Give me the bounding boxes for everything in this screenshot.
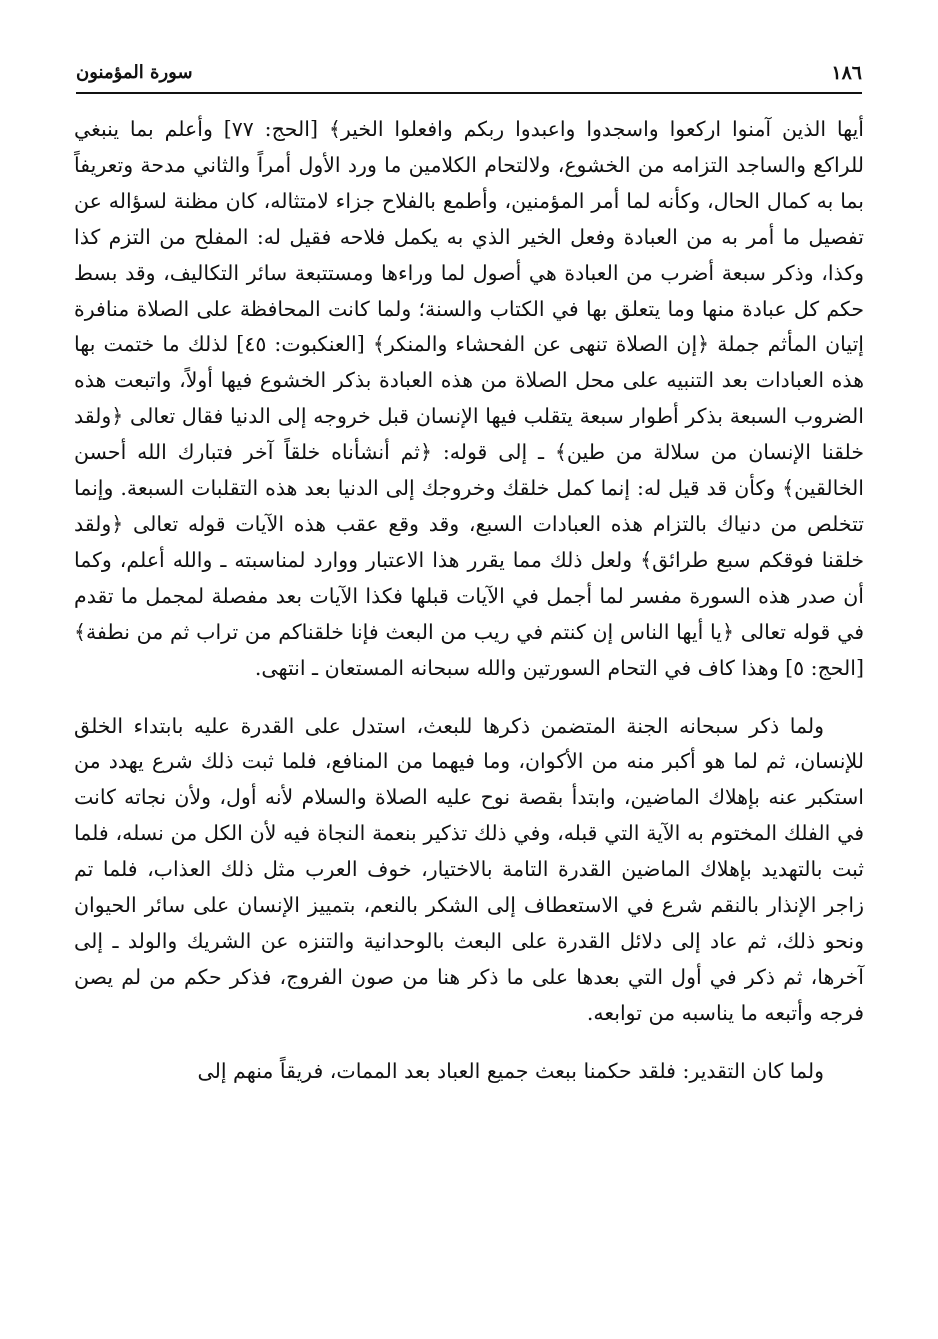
page-body	[74, 112, 864, 1090]
page-number: ١٨٦	[831, 62, 862, 84]
page-header	[76, 58, 862, 94]
running-title: سورة المؤمنون	[76, 62, 193, 83]
paragraph-1: أيها الذين آمنوا اركعوا واسجدوا واعبدوا ربكم وافعلوا الخير﴾ [الحج: ٧٧] وأعلم بما ينبغي للراكع والساجد التزامه من الخشوع، ولالتحام الكلامين ما ورد الأول أمراً والثاني مدحة وتعريفاً بما به كمال الحال، وكأنه لما أمر المؤمنين، وأطمع بالفلاح جزاء لامتثاله، كان مظنة لسؤاله عن تفصيل ما أمر به من العبادة وفعل الخير الذي به يكمل فلاحه فقيل له: المفلح من التزم كذا وكذا، وذكر سبعة أضرب من العبادة هي أصول لما وراءها ومستتبعة سائر التكاليف، وقد بسط حكم كل عبادة منها وما يتعلق بها في الكتاب والسنة؛ ولما كانت المحافظة على الصلاة منافرة إتيان المأثم جملة ﴿إن الصلاة تنهى عن الفحشاء والمنكر﴾ [العنكبوت: ٤٥] لذلك ما ختمت بها هذه العبادات بعد التنبيه على محل الصلاة من هذه العبادة بذكر الخشوع فيها أولاً، واتبعت هذه الضروب السبعة بذكر أطوار سبعة يتقلب فيها الإنسان قبل خروجه إلى الدنيا فقال تعالى ﴿ولقد خلقنا الإنسان من سلالة من طين﴾ ـ إلى قوله: ﴿ثم أنشأناه خلقاً آخر فتبارك الله أحسن الخالقين﴾ وكأن قد قيل له: إنما كمل خلقك وخروجك إلى الدنيا بعد هذه التقلبات السبعة. وإنما تتخلص من دنياك بالتزام هذه العبادات السبع، وقد وقع عقب هذه الآيات قوله تعالى ﴿ولقد خلقنا فوقكم سبع طرائق﴾ ولعل ذلك مما يقرر هذا الاعتبار ووارد لمناسبته ـ والله أعلم، وكما أن صدر هذه السورة مفسر لما أجمل في الآيات قبلها فكذا الآيات بعد مفصلة لمجمل ما تقدم في قوله تعالى ﴿يا أيها الناس إن كنتم في ريب من البعث فإنا خلقناكم من تراب ثم من نطفة﴾ [الحج: ٥] وهذا كاف في التحام السورتين والله سبحانه المستعان ـ انتهى.	[74, 117, 864, 680]
paragraph-3: ولما كان التقدير: فلقد حكمنا ببعث جميع العباد بعد الممات، فريقاً منهم إلى	[197, 1058, 824, 1083]
paragraph-2: ولما ذكر سبحانه الجنة المتضمن ذكرها للبعث، استدل على القدرة عليه بابتداء الخلق للإنسان، ثم لما هو أكبر منه من الأكوان، وما فيهما من المنافع، فلما ثبت ذلك شرع يهدد من استكبر عنه بإهلاك الماضين، وابتدأ بقصة نوح عليه الصلاة والسلام لأنه أول، ولأن نجاته كانت في الفلك المختوم به الآية التي قبله، وفي ذلك تذكير بنعمة النجاة فيه لأن الكل من نسله، فلما ثبت بالتهديد بإهلاك الماضين القدرة التامة بالاختيار، خوف العرب مثل ذلك العذاب، فلما تم زاجر الإنذار بالنقم شرع في الاستعطاف إلى الشكر بالنعم، بتمييز الإنسان على سائر الحيوان ونحو ذلك، ثم عاد إلى دلائل القدرة على البعث بالوحدانية والتنزه عن الشريك والولد ـ إلى آخرها، ثم ذكر في أول التي بعدها على ما ذكر هنا من صون الفروج، فذكر حكم من لم يصن فرجه وأتبعه ما يناسبه من توابعه.	[74, 713, 864, 1025]
